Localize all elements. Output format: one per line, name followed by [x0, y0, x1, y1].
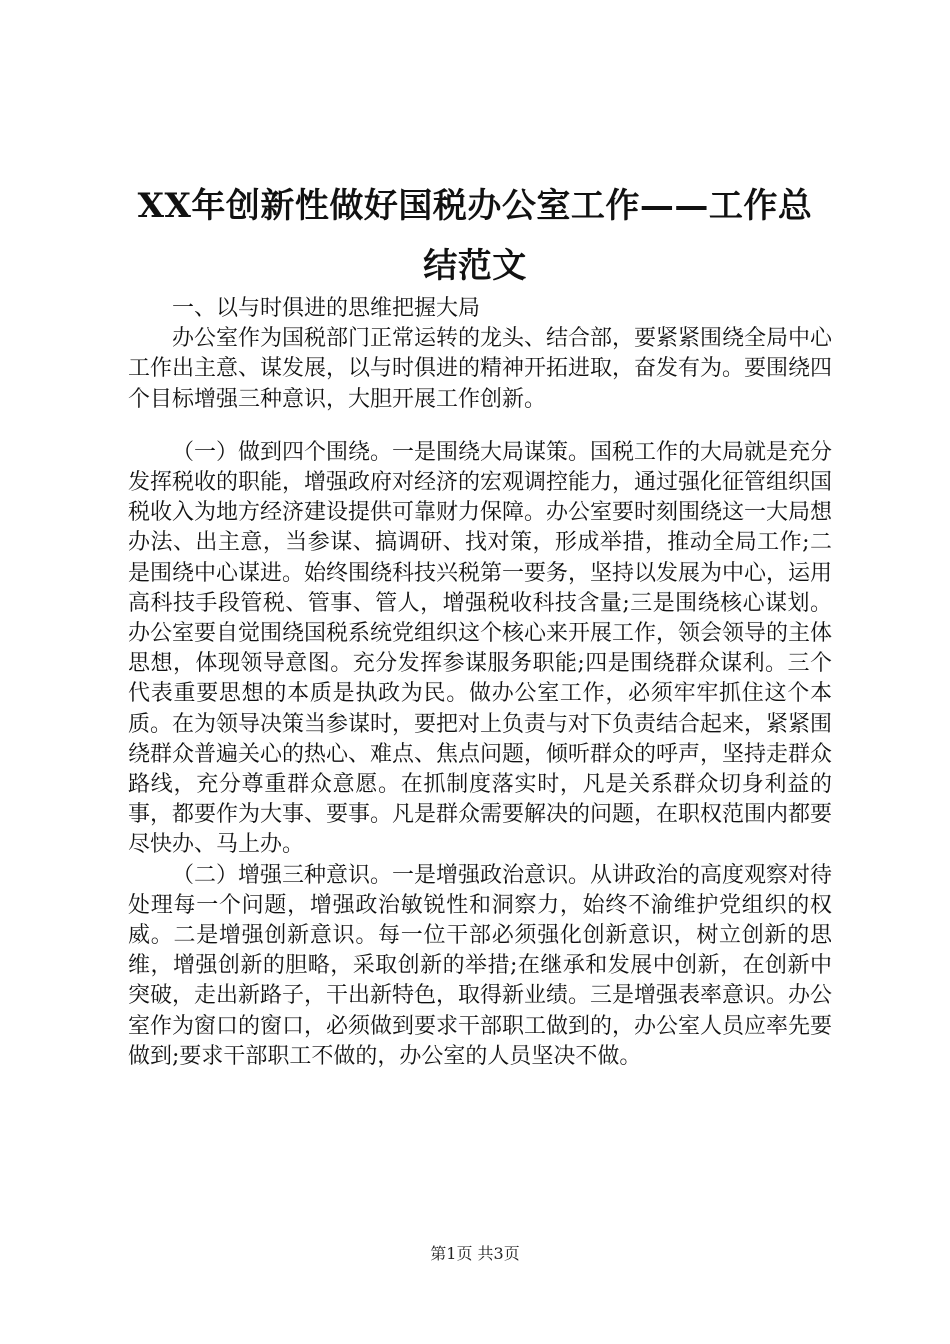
page-footer: 第1页 共3页 — [430, 1244, 520, 1263]
intro-paragraph: 办公室作为国税部门正常运转的龙头、结合部，要紧紧围绕全局中心工作出主意、谋发展，以与时俱进的精神开拓进取，奋发有为。要围绕四个目标增强三种意识，大胆开展工作创新。 — [128, 326, 833, 412]
subsection-four-focuses: （一）做到四个围绕。一是围绕大局谋策。国税工作的大局就是充分发挥税收的职能，增强政府对经济的宏观调控能力，通过强化征管组织国税收入为地方经济建设提供可靠财力保障。办公室要时刻围绕这一大局想办法、出主意，当参谋、搞调研、找对策，形成举措，推动全局工作;二是围绕中心谋进。始终围绕科技兴税第一要务，坚持以发展为中心，运用高科技手段管税、管事、管人，增强税收科技含量;三是围绕核心谋划。办公室要自觉围绕国税系统党组织这个核心来开展工作，领会领导的主体思想，体现领导意图。充分发挥参谋服务职能;四是围绕群众谋利。三个代表重要思想的本质是执政为民。做办公室工作，必须牢牢抓住这个本质。在为领导决策当参谋时，要把对上负责与对下负责结合起来，紧紧围绕群众普遍关心的热心、难点、焦点问题，倾听群众的呼声，坚持走群众路线，充分尊重群众意愿。在抓制度落实时，凡是关系群众切身利益的事，都要作为大事、要事。凡是群众需要解决的问题，在职权范围内都要尽快办、马上办。 — [128, 439, 833, 858]
subsection-three-awareness: （二）增强三种意识。一是增强政治意识。从讲政治的高度观察对待处理每一个问题，增强政治敏锐性和洞察力，始终不渝维护党组织的权威。二是增强创新意识。每一位干部必须强化创新意识，树立创新的思维，增强创新的胆略，采取创新的举措;在继承和发展中创新，在创新中突破，走出新路子，干出新特色，取得新业绩。三是增强表率意识。办公室作为窗口的窗口，必须做到要求干部职工做到的，办公室人员应率先要做到;要求干部职工不做的，办公室的人员坚决不做。 — [128, 862, 833, 1069]
document-title-line2: 结范文 — [423, 246, 527, 286]
document-body — [128, 294, 832, 1072]
paragraph-spacer — [128, 415, 832, 438]
section-heading: 一、以与时俱进的思维把握大局 — [172, 296, 481, 321]
document-title-line1: XX年创新性做好国税办公室工作——工作总 — [137, 186, 813, 226]
